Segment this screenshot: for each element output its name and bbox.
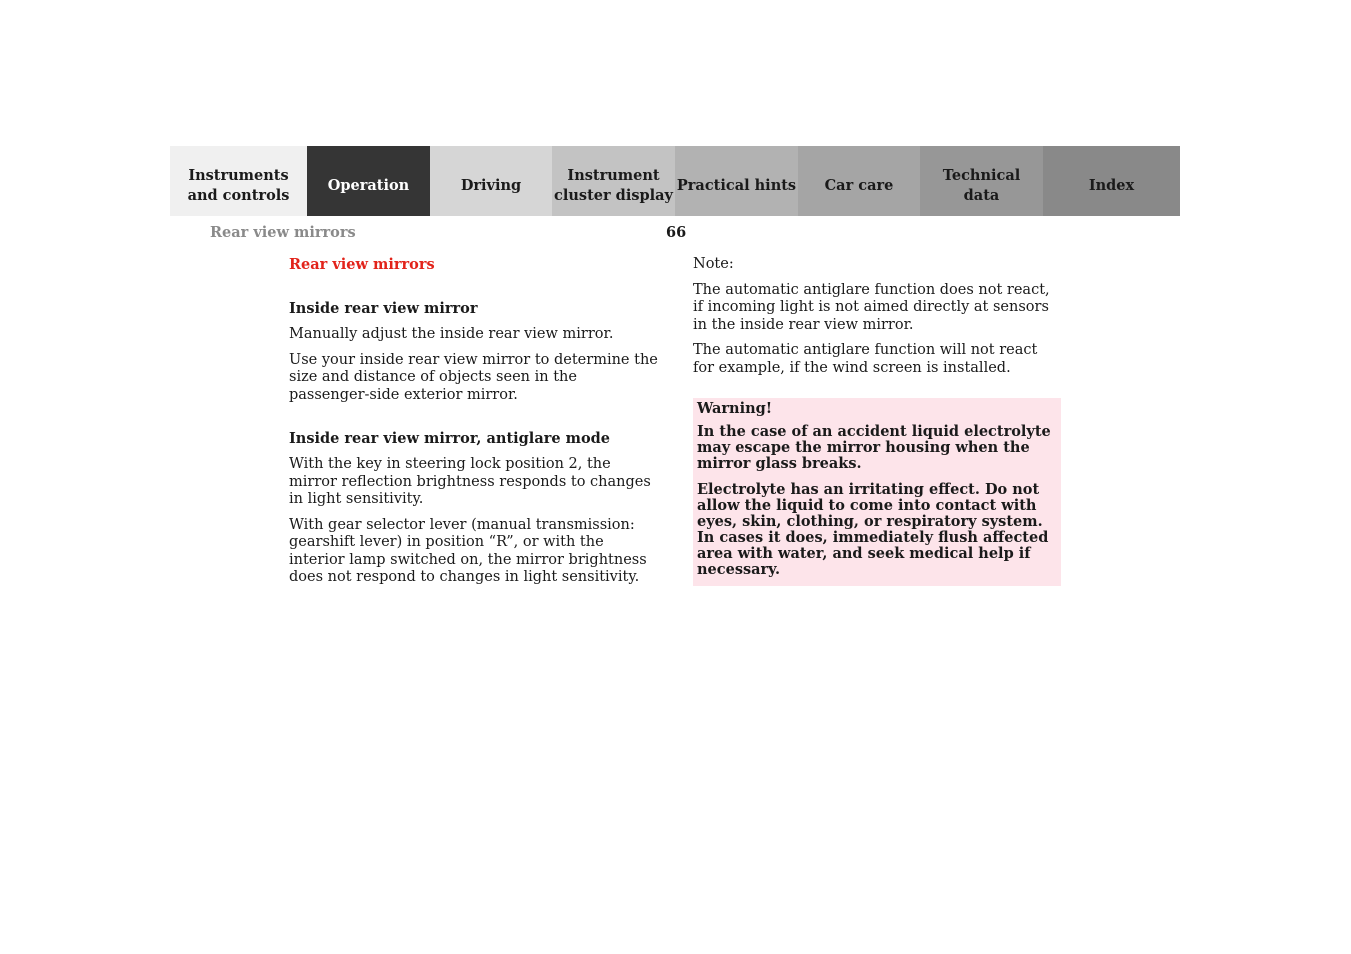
tab-label: Practical hints	[676, 177, 797, 194]
warning-paragraph: In the case of an accident liquid electrolyte may escape the mirror housing when the mirror glass breaks.	[697, 423, 1051, 472]
page-heading: Rear view mirrors	[289, 256, 435, 273]
tab-technical-data[interactable]	[920, 146, 1043, 216]
tab-label: Instruments and controls	[187, 167, 290, 204]
tab-practical-hints[interactable]	[675, 146, 798, 216]
tab-label: Car care	[824, 177, 894, 194]
tab-label: Driving	[460, 177, 522, 194]
warning-box	[693, 398, 1061, 586]
page-number: 66	[666, 224, 687, 241]
note-paragraph: The automatic antiglare function will not react for example, if the wind screen is installed.	[693, 342, 1038, 376]
right-column	[693, 256, 1061, 586]
paragraph: Manually adjust the inside rear view mirror.	[289, 326, 614, 342]
paragraph: With the key in steering lock position 2, the mirror reflection brightness responds to changes in light sensitivity.	[289, 456, 651, 507]
note-paragraph: The automatic antiglare function does not react, if incoming light is not aimed directly at sensors in the inside rear view mirror.	[693, 281, 1050, 333]
chapter-navigation	[170, 146, 1180, 216]
spacer	[289, 412, 659, 430]
tab-operation[interactable]	[307, 146, 430, 216]
left-column	[289, 256, 659, 595]
tab-label: Index	[1088, 177, 1135, 194]
tab-driving[interactable]	[430, 146, 552, 216]
warning-paragraph: Electrolyte has an irritating effect. Do not allow the liquid to come into contact with eyes, skin, clothing, or respiratory system. In cases it does, immediately flush affected area with water, and seek medical help if necessary.	[697, 481, 1049, 578]
section-title: Rear view mirrors	[210, 224, 356, 241]
warning-title: Warning!	[697, 400, 773, 417]
tab-car-care[interactable]	[798, 146, 920, 216]
tab-index[interactable]	[1043, 146, 1180, 216]
subheading-antiglare-mode: Inside rear view mirror, antiglare mode	[289, 430, 611, 447]
paragraph: With gear selector lever (manual transmission: gearshift lever) in position “R”, or with the interior lamp switched on, the mirror brightness does not respond to changes in light sensitivity.	[289, 516, 647, 585]
tab-instruments-and-controls[interactable]	[170, 146, 307, 216]
tab-instrument-cluster-display[interactable]	[552, 146, 675, 216]
subheading-inside-mirror: Inside rear view mirror	[289, 300, 478, 317]
note-label: Note:	[693, 256, 734, 272]
tab-label: Operation	[327, 177, 410, 194]
paragraph: Use your inside rear view mirror to determine the size and distance of objects seen in the passenger-side exterior mirror.	[289, 351, 658, 403]
tab-label: Instrument cluster display	[554, 167, 673, 204]
tab-label: Technical data	[942, 167, 1021, 204]
